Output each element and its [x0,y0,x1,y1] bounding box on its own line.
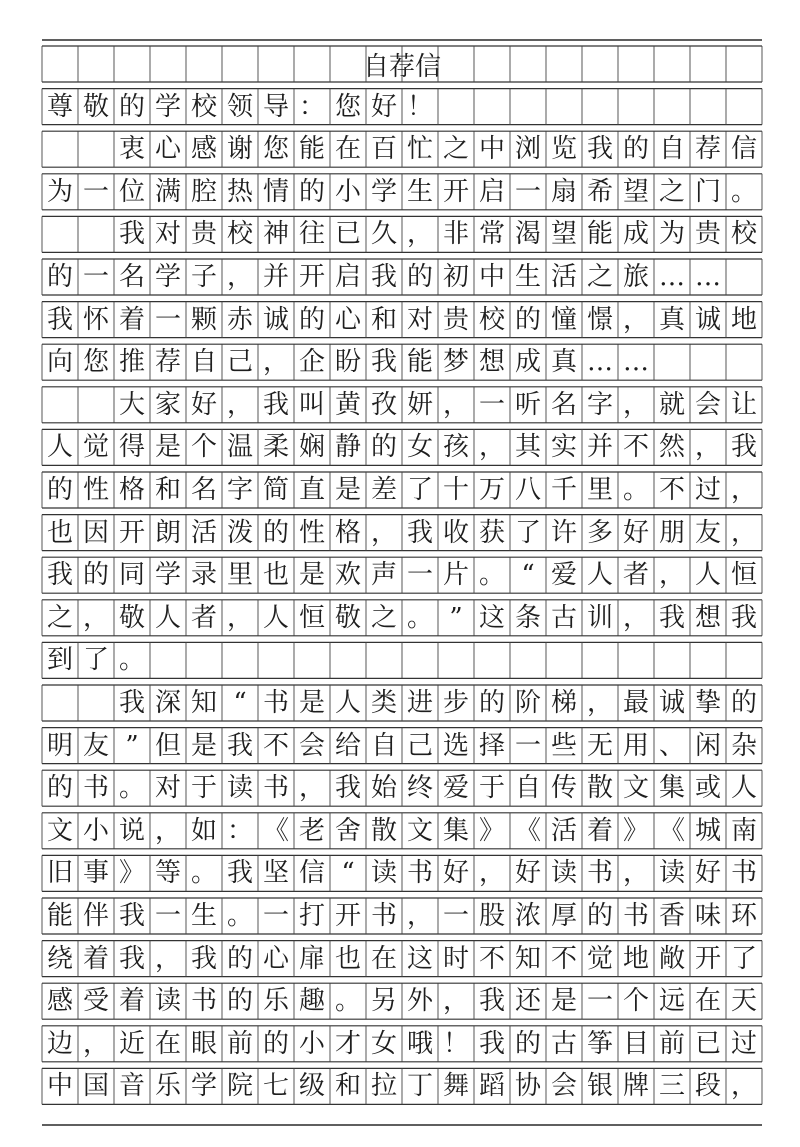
essay-line: 尊 敬 的 学 校 领 导 ： 您 好 ！ [46,91,433,122]
essay-line: 到 了 。 [46,645,145,676]
essay-line: 绕 着 我 ， 我 的 心 扉 也 在 这 时 不 知 不 觉 地 敞 开 了 [46,943,757,974]
essay-line: 为 一 位 满 腔 热 情 的 小 学 生 开 启 一 扇 希 望 之 门 。 [46,176,757,207]
essay-line: 也 因 开 朗 活 泼 的 性 格 ， 我 收 获 了 许 多 好 朋 友 ， [46,517,757,548]
essay-line: 衷 心 感 谢 您 能 在 百 忙 之 中 浏 览 我 的 自 荐 信 [118,134,757,165]
essay-line: 的 书 。 对 于 读 书 ， 我 始 终 爱 于 自 传 散 文 集 或 人 [46,773,757,804]
essay-line: 人 觉 得 是 个 温 柔 娴 静 的 女 孩 ， 其 实 并 不 然 ， 我 [46,432,757,463]
essay-line: 的 一 名 学 子 ， 并 开 启 我 的 初 中 生 活 之 旅 … … [46,262,721,292]
essay-title: 自荐信 [362,51,441,82]
essay-line: 明 友 ” 但 是 我 不 会 给 自 己 选 择 一 些 无 用 、 闲 杂 [46,730,757,761]
essay-line: 我 对 贵 校 神 往 已 久 ， 非 常 渴 望 能 成 为 贵 校 [118,219,757,250]
essay-line: 之 ， 敬 人 者 ， 人 恒 敬 之 。 ” 这 条 古 训 ， 我 想 我 [46,602,757,633]
essay-line: 文 小 说 ， 如 ： 《 老 舍 散 文 集 》 《 活 着 》 《 城 南 [46,815,757,846]
essay-line: 大 家 好 ， 我 叫 黄 孜 妍 ， 一 听 名 字 ， 就 会 让 [118,389,757,420]
essay-line: 旧 事 》 等 。 我 坚 信 “ 读 书 好 ， 好 读 书 ， 读 好 书 [46,858,757,889]
essay-line: 我 怀 着 一 颗 赤 诚 的 心 和 对 贵 校 的 憧 憬 ， 真 诚 地 [46,304,757,335]
essay-line: 能 伴 我 一 生 。 一 打 开 书 ， 一 股 浓 厚 的 书 香 味 环 [46,901,757,931]
essay-line: 我 深 知 “ 书 是 人 类 进 步 的 阶 梯 ， 最 诚 挚 的 [118,688,757,718]
essay-line: 向 您 推 荐 自 己 ， 企 盼 我 能 梦 想 成 真 … … [46,347,649,378]
essay-line: 中 国 音 乐 学 院 七 级 和 拉 丁 舞 蹈 协 会 银 牌 三 段 ， [46,1071,757,1102]
essay-line: 感 受 着 读 书 的 乐 趣 。 另 外 ， 我 还 是 一 个 远 在 天 [46,986,757,1017]
essay-line: 的 性 格 和 名 字 简 直 是 差 了 十 万 八 千 里 。 不 过 ， [46,475,757,505]
essay-line: 我 的 同 学 录 里 也 是 欢 声 一 片 。 “ 爱 人 者 ， 人 恒 [46,560,757,591]
essay-line: 边 ， 近 在 眼 前 的 小 才 女 哦 ！ 我 的 古 筝 目 前 已 过 [46,1028,757,1059]
